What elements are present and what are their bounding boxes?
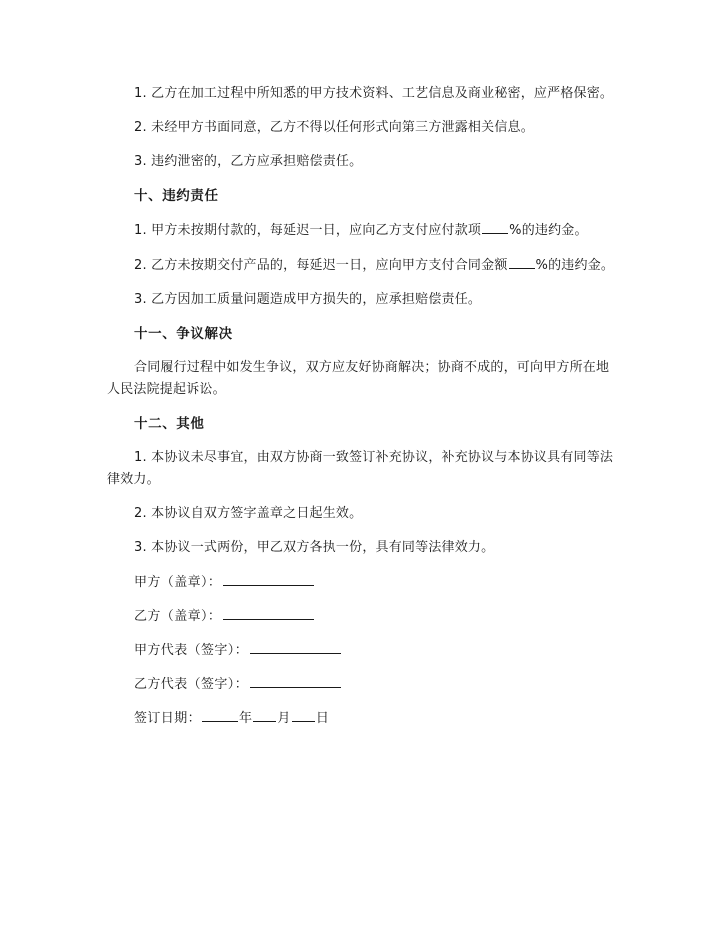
other-item-1: 1. 本协议未尽事宜，由双方协商一致签订补充协议，补充协议与本协议具有同等法律效力。 [107,450,614,487]
confidentiality-item-2: 2. 未经甲方书面同意，乙方不得以任何形式向第三方泄露相关信息。 [134,120,534,135]
breach-item-1 [107,219,615,242]
party-b-rep-label: 乙方代表（签字）： [134,677,249,692]
breach-item-2-suffix: %的违约金。 [535,258,615,273]
breach-item-2-text: 2. 乙方未按期交付产品的，每延迟一日，应向甲方支付合同金额 [134,258,508,273]
party-b-rep-row [107,673,615,696]
party-b-seal-line [223,605,314,620]
party-b-rep-line [250,673,341,688]
other-item-3: 3. 本协议一式两份，甲乙双方各执一份，具有同等法律效力。 [134,540,495,555]
breach-item-2 [107,254,615,277]
penalty-rate-blank-2 [509,254,535,269]
penalty-rate-blank-1 [482,219,508,234]
day-blank [292,707,315,722]
signing-date-row [107,707,615,730]
breach-item-1-text: 1. 甲方未按期付款的，每延迟一日，应向乙方支付应付款项 [134,223,482,238]
year-blank [202,707,238,722]
confidentiality-item-1: 1. 乙方在加工过程中所知悉的甲方技术资料、工艺信息及商业秘密，应严格保密。 [134,86,614,101]
breach-item-1-suffix: %的违约金。 [509,223,588,238]
section-heading-other: 十二、其他 [134,416,205,432]
party-a-seal-label: 甲方（盖章）： [134,575,222,590]
party-a-seal-row [107,571,615,594]
section-heading-dispute: 十一、争议解决 [134,326,233,342]
party-a-rep-label: 甲方代表（签字）： [134,643,249,658]
document-content [107,83,615,741]
party-b-seal-row [107,605,615,628]
signing-date-label: 签订日期： [134,711,202,726]
day-label: 日 [315,711,330,726]
other-item-2: 2. 本协议自双方签字盖章之日起生效。 [134,506,363,521]
dispute-body: 合同履行过程中如发生争议，双方应友好协商解决；协商不成的，可向甲方所在地人民法院提起诉讼。 [107,360,610,397]
confidentiality-item-3: 3. 违约泄密的，乙方应承担赔偿责任。 [134,154,363,169]
party-b-seal-label: 乙方（盖章）： [134,609,222,624]
year-label: 年 [239,711,253,726]
month-blank [253,707,276,722]
section-heading-breach: 十、违约责任 [134,188,219,204]
breach-item-3: 3. 乙方因加工质量问题造成甲方损失的，应承担赔偿责任。 [134,292,482,307]
month-label: 月 [277,711,291,726]
party-a-seal-line [223,571,314,586]
party-a-rep-line [250,639,341,654]
party-a-rep-row [107,639,615,662]
